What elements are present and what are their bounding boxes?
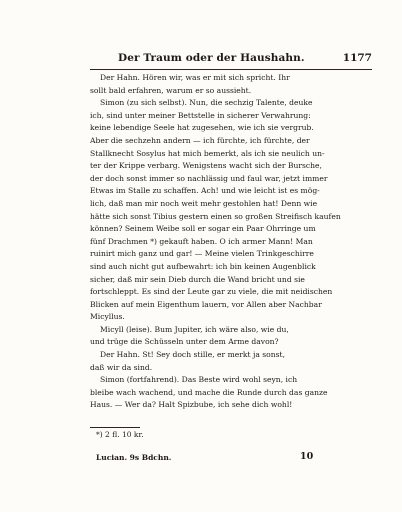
footnote: *) 2 fl. 10 kr. [96, 430, 144, 439]
body-text [90, 72, 372, 412]
text-line: ich, sind unter meiner Bettstelle in sicherer Verwahrung: [90, 110, 311, 120]
text-line: und trüge die Schüsseln unter dem Arme davon? [90, 337, 279, 347]
running-header [118, 52, 372, 68]
text-line: fünf Drachmen *) gekauft haben. O ich armer Mann! Man [90, 236, 313, 246]
text-line: fortschleppt. Es sind der Leute gar zu viele, die mit neidischen [90, 287, 333, 297]
footnote-rule [90, 427, 140, 428]
text-line: bleibe wach wachend, und mache die Runde durch das ganze [90, 387, 328, 397]
text-line: ter der Krippe verbarg. Wenigstens wacht sich der Bursche, [90, 161, 322, 171]
text-line: Aber die sechzehn andern — ich fürchte, ich fürchte, der [90, 135, 310, 145]
text-line: ruinirt mich ganz und gar! — Meine vielen Trinkgeschirre [90, 249, 314, 259]
text-line: Micyll (leise). Bum Jupiter, ich wäre also, wie du, [100, 324, 289, 334]
page-number: 1177 [342, 52, 372, 64]
text-line: Stallknecht Sosylus hat mich bemerkt, als ich sie neulich un- [90, 148, 325, 158]
running-title: Der Traum oder der Haushahn. [118, 52, 305, 64]
text-line: hätte sich sonst Tibius gestern einen so großen Streifisch kaufen [90, 211, 341, 221]
text-line: Simon (zu sich selbst). Nun, die sechzig Talente, deuke [100, 98, 313, 108]
text-line: können? Seinem Weibe soll er sogar ein Paar Ohrringe um [90, 224, 316, 234]
text-line: sollt bald erfahren, warum er so aussieht. [90, 85, 252, 95]
text-line: keine lebendige Seele hat zugesehen, wie ich sie vergrub. [90, 123, 314, 133]
text-line: Micyllus. [90, 312, 125, 322]
text-line: Haus. — Wer da? Halt Spizbube, ich sehe dich wohl! [90, 400, 293, 410]
text-line: sicher, daß mir sein Dieb durch die Wand bricht und sie [90, 274, 305, 284]
text-line: der doch sonst immer so nachlässig und faul war, jetzt immer [90, 173, 328, 183]
text-line: sind auch nicht gut aufbewahrt: ich bin keinen Augenblick [90, 261, 316, 271]
text-line: Etwas im Stalle zu schaffen. Ach! und wie leicht ist es mög- [90, 186, 320, 196]
text-line: Der Hahn. Hören wir, was er mit sich spricht. Ihr [100, 73, 290, 82]
text-line: Blicken auf mein Eigenthum lauern, vor Allen aber Nachbar [90, 299, 322, 309]
text-line: daß wir da sind. [90, 362, 153, 372]
text-line: Simon (fortfahrend). Das Beste wird wohl seyn, ich [100, 375, 298, 385]
signature-mark: Lucian. 9s Bdchn. [96, 453, 172, 462]
text-line: lich, daß man mir noch weit mehr gestohlen hat! Denn wie [90, 198, 318, 208]
header-rule [90, 69, 372, 70]
text-line: Der Hahn. St! Sey doch stille, er merkt ja sonst, [100, 350, 285, 360]
signature-number: 10 [300, 451, 314, 462]
